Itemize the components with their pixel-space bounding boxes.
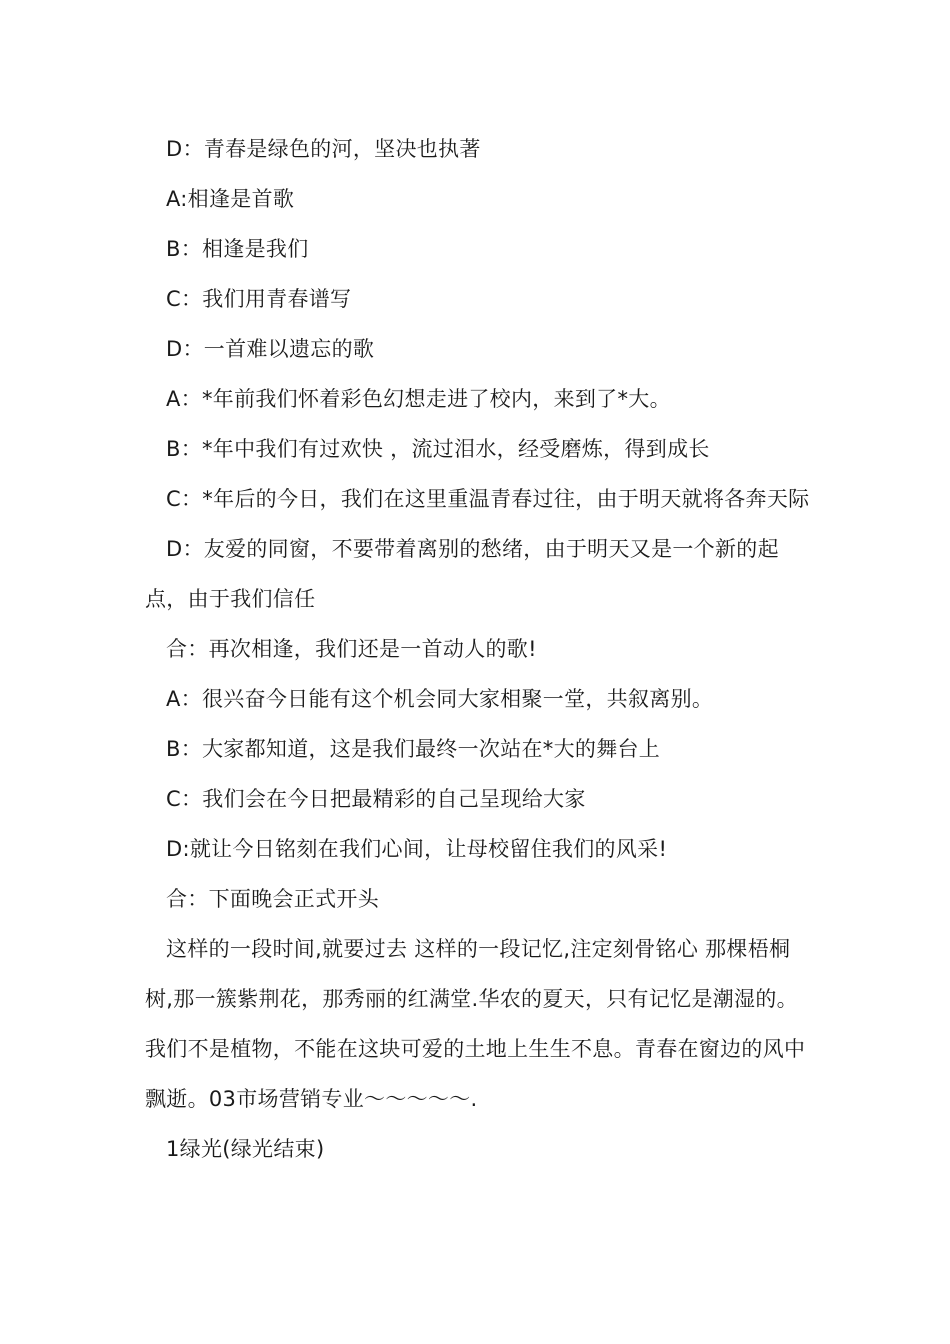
script-line-chorus-1: 合：再次相逢，我们还是一首动人的歌! <box>166 637 537 661</box>
document-body <box>145 124 810 1174</box>
script-line-a-2: A：*年前我们怀着彩色幻想走进了校内，来到了*大。 <box>166 387 671 411</box>
script-line-d-1: D：青春是绿色的河，坚决也执著 <box>166 137 481 161</box>
script-line-d-4: D:就让今日铭刻在我们心间，让母校留住我们的风采! <box>166 837 668 861</box>
script-line-d-2: D：一首难以遗忘的歌 <box>166 337 375 361</box>
script-line-chorus-2: 合：下面晚会正式开头 <box>166 887 379 911</box>
script-line-a-1: A:相逢是首歌 <box>166 187 295 211</box>
narration-paragraph: 这样的一段时间,就要过去 这样的一段记忆,注定刻骨铭心 那棵梧桐树,那一簇紫荆花，那秀丽的红满堂.华农的夏天，只有记忆是潮湿的。我们不是植物，不能在这块可爱的土地上生生不息。青春在窗边的风中飘逝。03市场营销专业～～～～～. <box>145 937 806 1111</box>
script-line-c-2: C：*年后的今日，我们在这里重温青春过往，由于明天就将各奔天际 <box>166 487 810 511</box>
script-line-c-3: C：我们会在今日把最精彩的自己呈现给大家 <box>166 787 586 811</box>
script-line-d-3: D：友爱的同窗，不要带着离别的愁绪，由于明天又是一个新的起点，由于我们信任 <box>145 537 779 611</box>
script-line-b-3: B：大家都知道，这是我们最终一次站在*大的舞台上 <box>166 737 661 761</box>
script-line-b-2: B：*年中我们有过欢快 ，流过泪水，经受磨炼，得到成长 <box>166 437 710 461</box>
script-line-a-3: A：很兴奋今日能有这个机会同大家相聚一堂，共叙离别。 <box>166 687 714 711</box>
script-line-c-1: C：我们用青春谱写 <box>166 287 352 311</box>
program-item-1: 1绿光(绿光结束) <box>166 1137 325 1161</box>
script-line-b-1: B：相逢是我们 <box>166 237 309 261</box>
